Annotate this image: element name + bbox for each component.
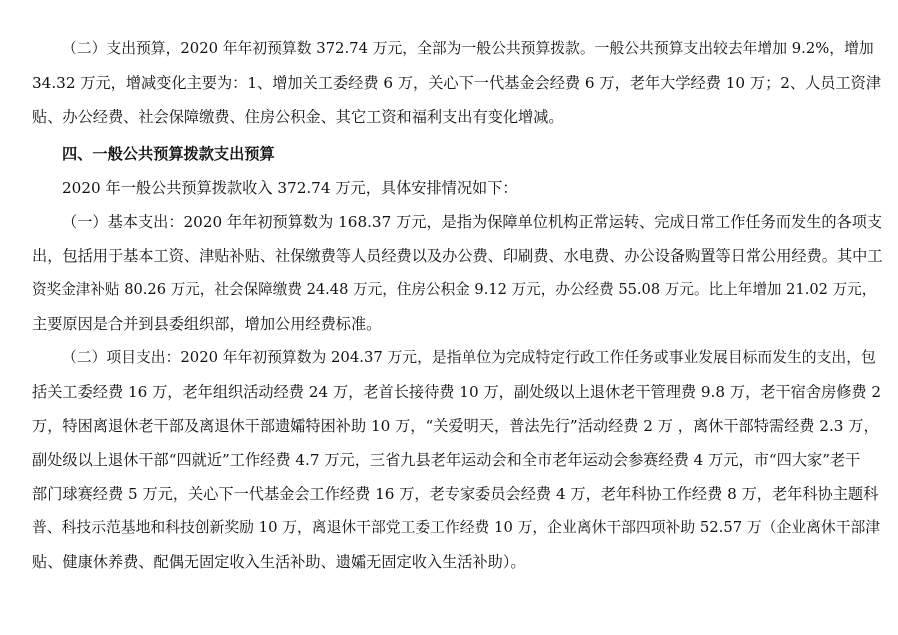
paragraph-line: 万，特困离退休老干部及离退休干部遗孀特困补助 10 万，“关爱明天，普法先行”活动经费 2 万 ，离休干部特需经费 2.3 万， (32, 417, 879, 435)
paragraph-line: 副处级以上退休干部“四就近”工作经费 4.7 万元，三省九县老年运动会和全市老年运动会参赛经费 4 万元，市“四大家”老干 (32, 451, 861, 469)
paragraph-line: （二）支出预算，2020 年年初预算数 372.74 万元，全部为一般公共预算拨款。一般公共预算支出较去年增加 9.2%，增加 (62, 40, 874, 57)
paragraph-line: 34.32 万元，增减变化主要为：1、增加关工委经费 6 万，关心下一代基金会经费 6 万，老年大学经费 10 万；2、人员工资津 (32, 74, 882, 92)
paragraph-line: 出，包括用于基本工资、津贴补贴、社保缴费等人员经费以及办公费、印刷费、水电费、办公设备购置等日常公用经费。其中工 (32, 247, 883, 265)
paragraph-line: 部门球赛经费 5 万元，关心下一代基金会工作经费 16 万，老专家委员会经费 4 万，老年科协工作经费 8 万，老年科协主题科 (32, 485, 879, 503)
paragraph-line: 2020 年一般公共预算拨款收入 372.74 万元，具体安排情况如下： (62, 179, 518, 197)
paragraph-line: 普、科技示范基地和科技创新奖励 10 万，离退休干部党工委工作经费 10 万，企业离休干部四项补助 52.57 万（企业离休干部津 (32, 519, 881, 536)
paragraph-line: 贴、办公经费、社会保障缴费、住房公积金、其它工资和福利支出有变化增减。 (32, 108, 564, 126)
section-heading: 四、一般公共预算拨款支出预算 (62, 145, 275, 163)
paragraph-line: 主要原因是合并到县委组织部，增加公用经费标准。 (32, 315, 382, 333)
paragraph-line: 括关工委经费 16 万，老年组织活动经费 24 万，老首长接待费 10 万，副处级以上退休老干管理费 9.8 万，老干宿舍房修费 2 (32, 383, 882, 401)
paragraph-line: 资奖金津补贴 80.26 万元，社会保障缴费 24.48 万元，住房公积金 9.12 万元，办公经费 55.08 万元。比上年增加 21.02 万元， (32, 281, 877, 298)
paragraph-line: 贴、健康休养费、配偶无固定收入生活补助、遗孀无固定收入生活补助）。 (32, 553, 526, 571)
paragraph-line: （一）基本支出：2020 年年初预算数为 168.37 万元，是指为保障单位机构正常运转、完成日常工作任务而发生的各项支 (62, 213, 883, 231)
paragraph-line: （二）项目支出：2020 年年初预算数为 204.37 万元，是指单位为完成特定行政工作任务或事业发展目标而发生的支出，包 (62, 349, 876, 366)
